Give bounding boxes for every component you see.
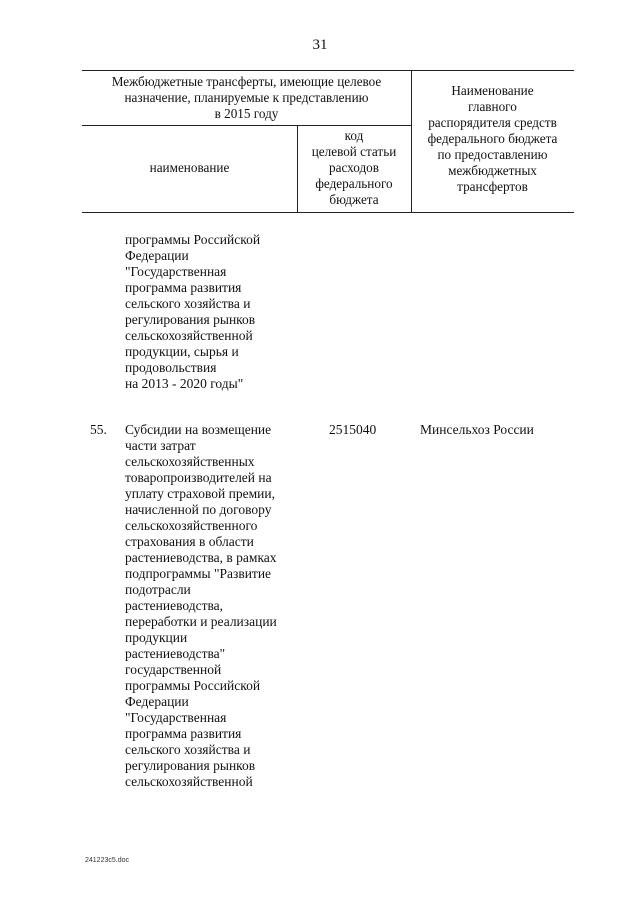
header-col-code-line: код	[344, 128, 364, 143]
header-col-code-line: федерального	[315, 176, 393, 191]
row-name-line: Субсидии на возмещение	[125, 422, 272, 437]
row-name-line: переработки и реализации	[125, 614, 277, 629]
row-name-line: продукции	[125, 630, 188, 645]
continuation-text	[125, 232, 260, 392]
row-name-line: растениеводства"	[125, 646, 226, 661]
row-name-line: подотрасли	[125, 582, 191, 597]
row-name-line: "Государственная	[125, 710, 227, 725]
row-name-line: сельского хозяйства и	[125, 742, 251, 757]
row-name-line: Федерации	[125, 694, 189, 709]
page-number: 31	[312, 37, 328, 53]
row-name-line: программа развития	[125, 726, 242, 741]
continuation-line: "Государственная	[125, 264, 227, 279]
row-name-line: сельскохозяйственной	[125, 774, 253, 789]
header-group-title-line: Межбюджетные трансферты, имеющие целевое	[111, 74, 382, 89]
header-col-code-line: целевой статьи	[311, 144, 397, 159]
continuation-line: программа развития	[125, 280, 242, 295]
continuation-line: продовольствия	[125, 360, 217, 375]
header-group-title	[82, 74, 411, 122]
row-name-line: части затрат	[125, 438, 196, 453]
header-col-name-label: наименование	[149, 160, 230, 175]
row-ministry: Минсельхоз России	[420, 422, 534, 437]
header-col-admin-line: федерального бюджета	[427, 131, 558, 146]
header-col-admin-line: межбюджетных	[448, 163, 537, 178]
continuation-line: регулирования рынков	[125, 312, 256, 327]
footer-filename: 241223c5.doc	[85, 857, 129, 864]
header-col-code-line: бюджета	[329, 192, 379, 207]
row-name-line: государственной	[125, 662, 222, 677]
header-group-title-line: назначение, планируемые к представлению	[124, 90, 369, 105]
row-code: 2515040	[329, 422, 377, 437]
continuation-line: Федерации	[125, 248, 189, 263]
continuation-line: сельскохозяйственной	[125, 328, 253, 343]
header-col-admin-line: по предоставлению	[437, 147, 548, 162]
row-name-line: растениеводства,	[125, 598, 224, 613]
row-name-line: сельскохозяйственного	[125, 518, 258, 533]
header-col-name	[82, 160, 297, 176]
continuation-line: продукции, сырья и	[125, 344, 239, 359]
continuation-line: на 2013 - 2020 годы"	[125, 376, 244, 391]
row-name-line: товаропроизводителей на	[125, 470, 272, 485]
header-col-admin-line: трансфертов	[457, 179, 528, 194]
row-name-line: страхования в области	[125, 534, 254, 549]
row-name-line: подпрограммы "Развитие	[125, 566, 272, 581]
continuation-line: программы Российской	[125, 232, 261, 247]
header-col-code-line: расходов	[329, 160, 379, 175]
header-col-admin-line: главного	[468, 99, 517, 114]
row-name-text	[125, 422, 277, 790]
row-name-line: растениеводства, в рамках	[125, 550, 277, 565]
header-col-admin	[411, 83, 574, 195]
table-top-rule	[82, 70, 574, 71]
row-name-line: сельскохозяйственных	[125, 454, 255, 469]
row-name-line: начисленной по договору	[125, 502, 272, 517]
row-name-line: программы Российской	[125, 678, 261, 693]
header-col-code	[297, 128, 411, 208]
header-group-title-line: в 2015 году	[214, 106, 279, 121]
header-col-admin-line: Наименование	[451, 83, 534, 98]
row-name-line: уплату страховой премии,	[125, 486, 275, 501]
header-bottom-rule	[82, 212, 574, 213]
row-number: 55.	[90, 422, 107, 437]
header-col-admin-line: распорядителя средств	[428, 115, 557, 130]
header-group-divider	[82, 125, 411, 126]
row-name-line: регулирования рынков	[125, 758, 256, 773]
continuation-line: сельского хозяйства и	[125, 296, 251, 311]
